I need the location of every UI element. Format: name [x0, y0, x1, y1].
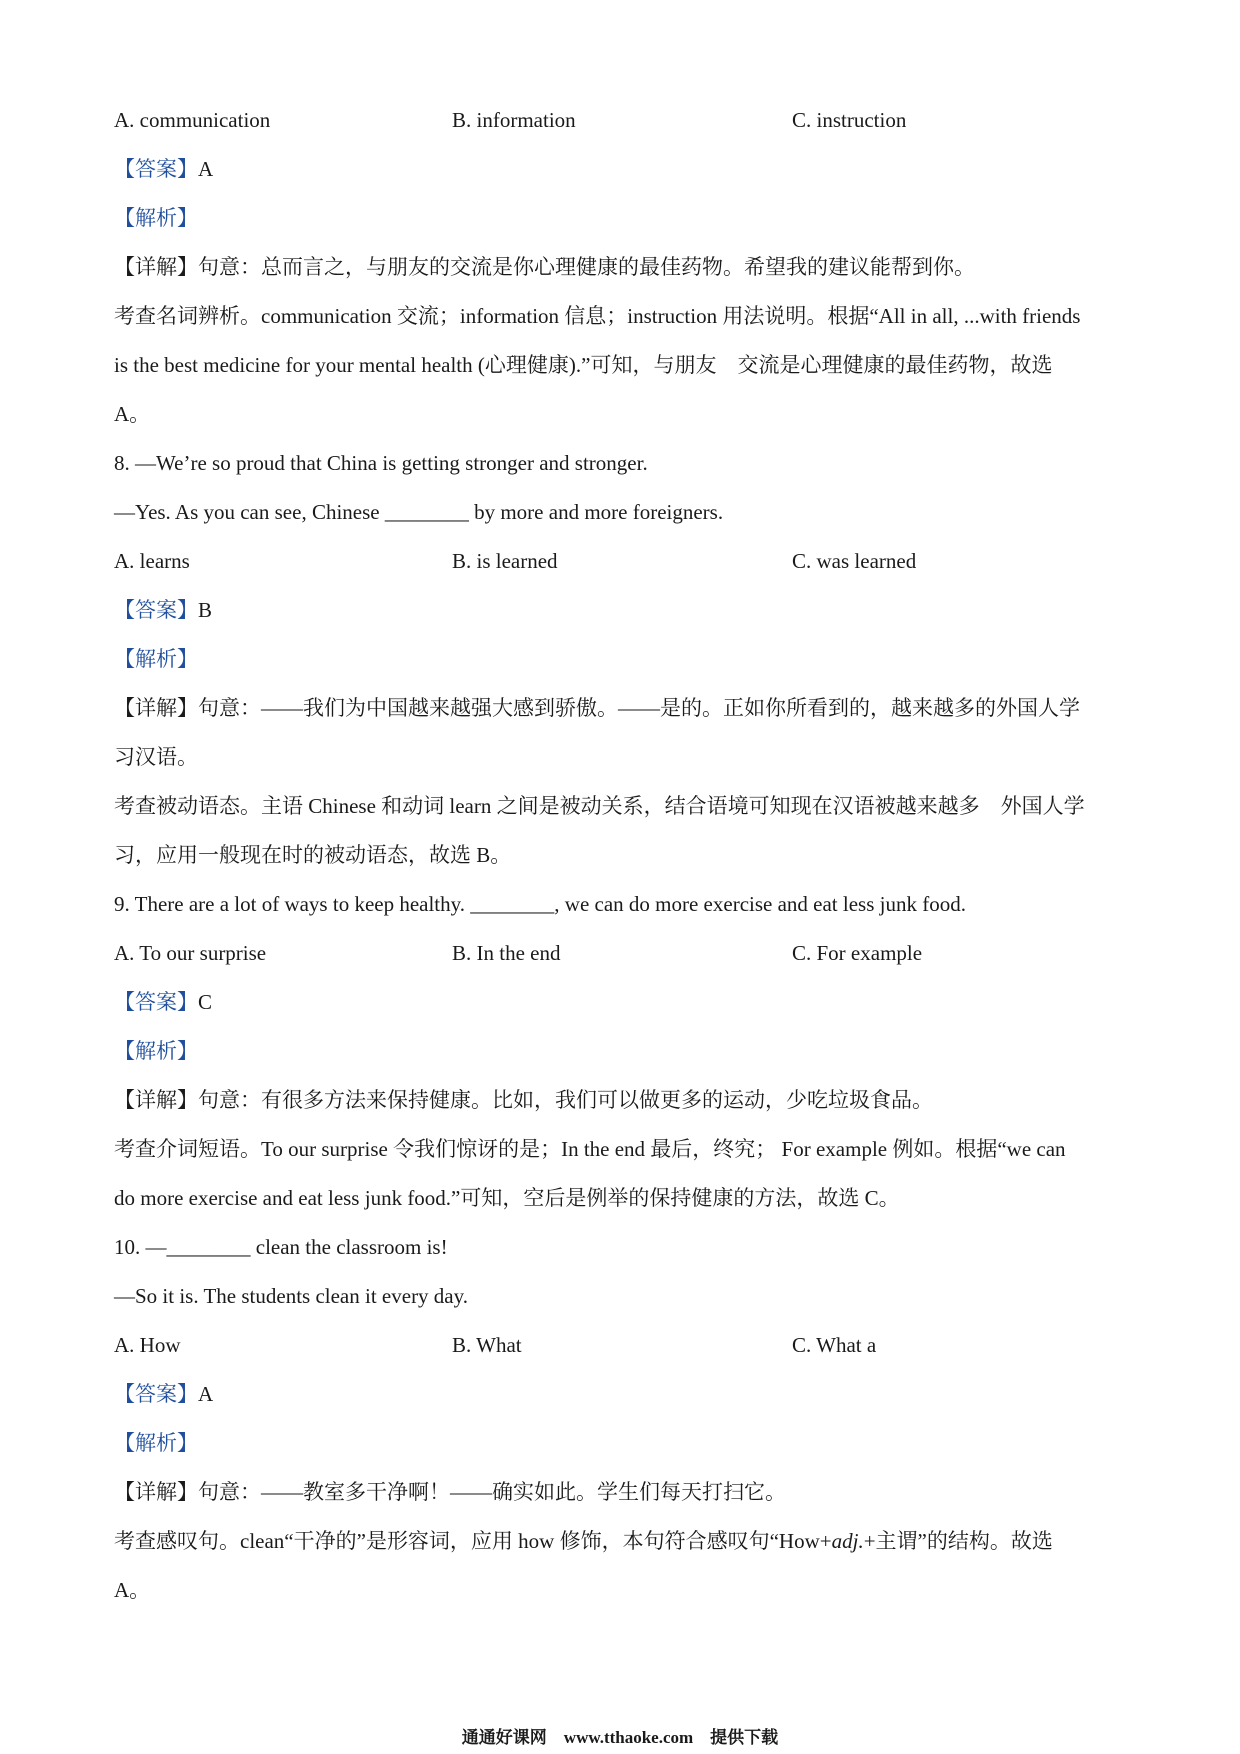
q8-detail-2: 习汉语。 — [114, 745, 198, 769]
option-b: B. information — [452, 108, 576, 132]
option-c: C. For example — [792, 941, 923, 965]
q9-answer — [114, 987, 1130, 1017]
option-b: B. In the end — [452, 941, 561, 965]
detail-tag: 【详解】 — [114, 1480, 198, 1504]
q7-explanation-2: is the best medicine for your mental health (心理健康).”可知，与朋友 交流是心理健康的最佳药物，故选 — [114, 353, 1053, 377]
option-a: A. learns — [114, 549, 190, 573]
option-a: A. To our surprise — [114, 941, 267, 965]
q10-question: 10. —________ clean the classroom is! — [114, 1235, 448, 1259]
q9-question: 9. There are a lot of ways to keep healthy. ________, we can do more exercise and eat less junk food. — [114, 892, 966, 916]
q7-analysis-heading — [114, 203, 1130, 233]
q8-question-reply: —Yes. As you can see, Chinese ________ by more and more foreigners. — [114, 500, 724, 524]
explanation-text-1: 考查感叹句。clean“干净的”是形容词，应用 how 修饰，本句符合感叹句“How+ — [114, 1529, 832, 1553]
q9-detail — [114, 1085, 1130, 1115]
analysis-tag: 【解析】 — [114, 647, 198, 671]
detail-text: 句意：总而言之，与朋友的交流是你心理健康的最佳药物。希望我的建议能帮到你。 — [198, 255, 975, 279]
answer-tag: 【答案】 — [114, 990, 198, 1014]
answer-value: B — [198, 598, 213, 622]
q9-explanation-1: 考查介词短语。To our surprise 令我们惊讶的是；In the end 最后，终究； For example 例如。根据“we can — [114, 1137, 1066, 1161]
option-b: B. is learned — [452, 549, 558, 573]
answer-tag: 【答案】 — [114, 157, 198, 181]
option-a: A. How — [114, 1333, 181, 1357]
q10-question-reply: —So it is. The students clean it every day. — [114, 1284, 469, 1308]
answer-tag: 【答案】 — [114, 598, 198, 622]
explanation-italic: adj. — [831, 1529, 864, 1553]
option-a: A. communication — [114, 108, 271, 132]
analysis-tag: 【解析】 — [114, 1039, 198, 1063]
q7-answer — [114, 154, 1130, 184]
answer-value: A — [198, 157, 214, 181]
option-c: C. What a — [792, 1333, 877, 1357]
q9-analysis-heading — [114, 1036, 1130, 1066]
option-c: C. instruction — [792, 108, 907, 132]
analysis-tag: 【解析】 — [114, 1431, 198, 1455]
q8-analysis-heading — [114, 644, 1130, 674]
q10-answer — [114, 1379, 1130, 1409]
answer-tag: 【答案】 — [114, 1382, 198, 1406]
q7-detail — [114, 252, 1130, 282]
q10-explanation-2: A。 — [114, 1578, 151, 1602]
q8-explanation-1: 考查被动语态。主语 Chinese 和动词 learn 之间是被动关系，结合语境可知现在汉语被越来越多 外国人学 — [114, 794, 1085, 818]
detail-text: 句意：——教室多干净啊！——确实如此。学生们每天打扫它。 — [198, 1480, 786, 1504]
answer-value: C — [198, 990, 213, 1014]
q8-answer — [114, 595, 1130, 625]
q10-detail — [114, 1477, 1130, 1507]
q8-question: 8. —We’re so proud that China is getting stronger and stronger. — [114, 451, 648, 475]
option-c: C. was learned — [792, 549, 917, 573]
option-b: B. What — [452, 1333, 522, 1357]
answer-value: A — [198, 1382, 214, 1406]
explanation-text-2: +主谓”的结构。故选 — [863, 1529, 1053, 1553]
q8-detail — [114, 693, 1130, 723]
q7-explanation-1: 考查名词辨析。communication 交流；information 信息；instruction 用法说明。根据“All in all, ...with friends — [114, 304, 1081, 328]
q10-explanation-1 — [114, 1526, 1130, 1556]
q8-explanation-2: 习，应用一般现在时的被动语态，故选 B。 — [114, 843, 512, 867]
detail-tag: 【详解】 — [114, 1088, 198, 1112]
page-footer: 通通好课网 www.tthaoke.com 提供下载 — [461, 1728, 779, 1747]
q10-analysis-heading — [114, 1428, 1130, 1458]
detail-text: 句意：——我们为中国越来越强大感到骄傲。——是的。正如你所看到的，越来越多的外国人学 — [198, 696, 1080, 720]
analysis-tag: 【解析】 — [114, 206, 198, 230]
q7-explanation-3: A。 — [114, 402, 151, 426]
detail-tag: 【详解】 — [114, 255, 198, 279]
q9-explanation-2: do more exercise and eat less junk food.”可知，空后是例举的保持健康的方法，故选 C。 — [114, 1186, 900, 1210]
detail-tag: 【详解】 — [114, 696, 198, 720]
detail-text: 句意：有很多方法来保持健康。比如，我们可以做更多的运动，少吃垃圾食品。 — [198, 1088, 933, 1112]
